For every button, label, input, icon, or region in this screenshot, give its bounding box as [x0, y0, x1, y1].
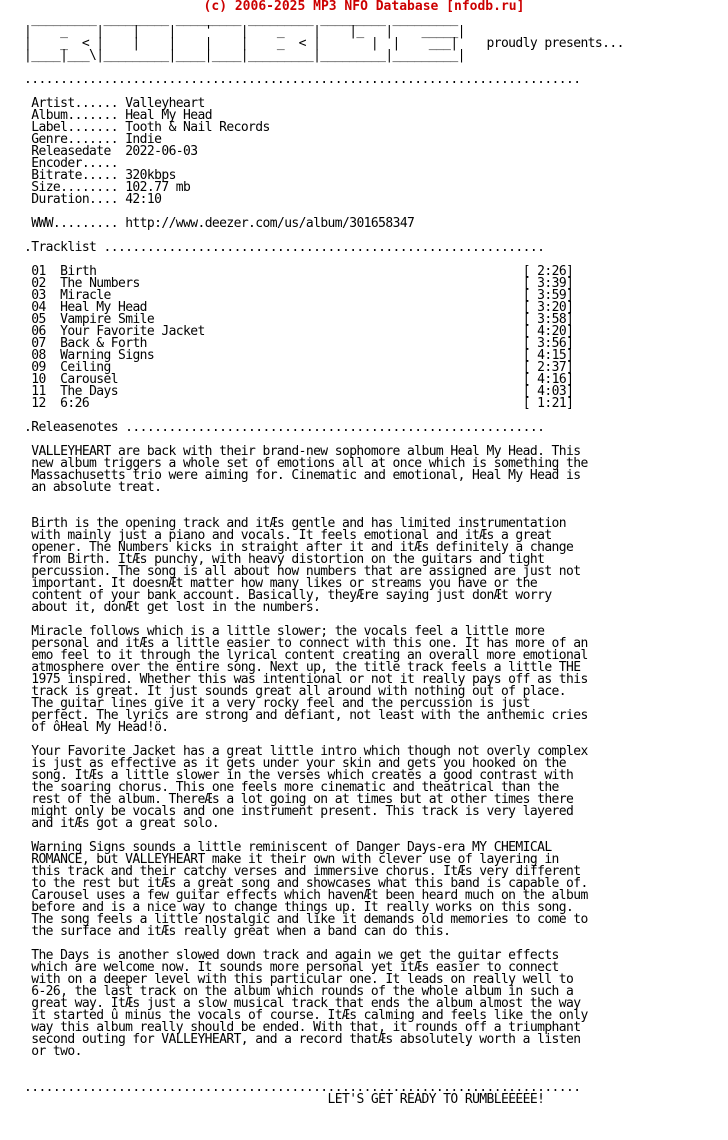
genre-label: Genre....... — [31, 132, 118, 147]
track-time: [ 2:26] — [522, 264, 574, 279]
label-value: Tooth & Nail Records — [125, 120, 270, 135]
track-number: 11 — [31, 384, 46, 399]
track-number: 05 — [31, 312, 46, 327]
nfo-document — [24, 14, 624, 1106]
duration-value: 42:10 — [125, 192, 162, 207]
size-label: Size........ — [31, 180, 118, 195]
track-time: [ 1:21] — [522, 396, 574, 411]
notes-paragraph: Your Favorite Jacket has a great little intro which though not overly complex is just as effective as it gets under your skin and gets you hooked on the song. ItÆs a little slower in the verses which creates a good contrast with the soaring chorus. This one feels more cinematic and theatrical than the rest of the album. ThereÆs a lot going on at times but at other times there might only be vocals and one instrument present. This track is very layered and itÆs got a great solo. — [31, 744, 588, 831]
releasedate-value: 2022-06-03 — [125, 144, 198, 159]
notes-paragraph: Miracle follows which is a little slower; the vocals feel a little more personal and itÆs a little easier to connect with this one. It has more of an emo feel to it through the lyrical content creating an overall more emotional atmosphere over the entire song. Next up, the title track feels a little THE 1975 inspired. Whether this was intentional or not it really pays off as this track is great. It just sounds great all around with nothing out of place. The guitar lines give it a very rocky feel and the percussion is just perfect. The lyrics are strong and defiant, not least with the anthemic cries of ôHeal My Head!ö. — [31, 624, 588, 735]
artist-label: Artist...... — [31, 96, 118, 111]
track-time: [ 3:56] — [522, 336, 574, 351]
logo-line-2: | _ | | | ' | _ | |_ | _____| — [24, 24, 465, 39]
track-number: 10 — [31, 372, 46, 387]
track-number: 04 — [31, 300, 46, 315]
track-number: 12 — [31, 396, 46, 411]
logo-line-4: |____|___\|_________|____|____|_________|_________|_________| — [24, 48, 465, 63]
bitrate-value: 320kbps — [125, 168, 176, 183]
separator-dots: ............................................................................. — [24, 72, 581, 87]
artist-value: Valleyheart — [125, 96, 205, 111]
track-title: Vampire Smile — [60, 312, 155, 327]
track-title: 6:26 — [60, 396, 90, 411]
bitrate-label: Bitrate..... — [31, 168, 118, 183]
footer-slogan: LET'S GET READY TO RUMBLEEEEE! — [327, 1092, 545, 1107]
track-title: The Days — [60, 384, 118, 399]
track-time: [ 3:58] — [522, 312, 574, 327]
track-time: [ 3:39] — [522, 276, 574, 291]
track-number: 02 — [31, 276, 46, 291]
nfodb-header: (c) 2006-2025 MP3 NFO Database [nfodb.ru] — [203, 0, 525, 14]
encoder-label: Encoder..... — [31, 156, 118, 171]
notes-paragraph: Warning Signs sounds a little reminiscent of Danger Days-era MY CHEMICAL ROMANCE, but VALLEYHEART make it their own with clever use of layering in this track and their catchy verses and immersive chorus. ItÆs very different to the rest but itÆs a great song and showcases what this band is capable of. Carousel uses a few guitar effects which havenÆt been heard much on the album before and is a nice way to change things up. It really works on this song. The song feels a little nostalgic and like it demands old memories to come to the surface and itÆs really great when a band can do this. — [31, 840, 588, 939]
www-label: WWW......... — [31, 216, 118, 231]
track-title: Miracle — [60, 288, 111, 303]
track-title: Birth — [60, 264, 97, 279]
track-number: 07 — [31, 336, 46, 351]
release-notes — [24, 444, 588, 1059]
track-time: [ 4:15] — [522, 348, 574, 363]
size-value: 102.77 mb — [125, 180, 191, 195]
track-number: 03 — [31, 288, 46, 303]
tracklist-heading: .Tracklist ............................................................. — [24, 240, 545, 255]
tracklist — [24, 264, 573, 411]
logo-line-3: | _ < | | | | | _ < | | | ___| proudly presents... — [24, 36, 624, 51]
track-number: 08 — [31, 348, 46, 363]
track-time: [ 4:20] — [522, 324, 574, 339]
track-number: 01 — [31, 264, 46, 279]
track-title: Back & Forth — [60, 336, 147, 351]
genre-value: Indie — [125, 132, 162, 147]
track-time: [ 2:37] — [522, 360, 574, 375]
releasedate-label: Releasedate — [31, 144, 111, 159]
track-number: 09 — [31, 360, 46, 375]
track-title: Heal My Head — [60, 300, 147, 315]
track-time: [ 4:16] — [522, 372, 574, 387]
track-title: Ceiling — [60, 360, 111, 375]
track-title: Carousel — [60, 372, 118, 387]
track-row — [24, 396, 573, 411]
track-title: Warning Signs — [60, 348, 155, 363]
album-label: Album....... — [31, 108, 118, 123]
footer-dots: ............................................................................. — [24, 1080, 581, 1095]
track-time: [ 3:59] — [522, 288, 574, 303]
track-time: [ 4:03] — [522, 384, 574, 399]
label-label: Label....... — [31, 120, 118, 135]
notes-paragraph: The Days is another slowed down track and again we get the guitar effects which are welcome now. It sounds more personal yet itÆs easier to connect with on a deeper level with this particular one. It leads on really well to 6-26, the last track on the album which rounds of the whole album in such a great way. ItÆs just a slow musical track that ends the album almost the way it started û minus the vocals of course. ItÆs calming and feels like the only way this album really should be ended. With that, it rounds off a triumphant second outing for VALLEYHEART, and a record thatÆs absolutely worth a listen or two. — [31, 948, 588, 1059]
notes-paragraph: Birth is the opening track and itÆs gentle and has limited instrumentation with mainly just a piano and vocals. It feels emotional and itÆs a great opener. The Numbers kicks in straight after it and itÆs definitely a change from Birth. ItÆs punchy, with heavy distortion on the guitars and tight percussion. The song is all about how numbers that are assigned are just not important. It doesnÆt matter how many likes or streams you have or the content of your bank account. Basically, theyÆre saying just donÆt worry about it, donÆt get lost in the numbers. — [31, 516, 581, 615]
track-number: 06 — [31, 324, 46, 339]
releasenotes-heading: .Releasenotes .......................................................... — [24, 420, 545, 435]
notes-paragraph: VALLEYHEART are back with their brand-new sophomore album Heal My Head. This new album triggers a whole set of emotions all at once which is something the Massachusetts trio were aiming for. Cinematic and emotional, Heal My Head is an absolute treat. — [31, 444, 588, 495]
www-link[interactable]: http://www.deezer.com/us/album/301658347 — [125, 216, 415, 231]
logo-line-1: _________ _________ _________ _________ _________ _________ — [24, 12, 458, 27]
duration-label: Duration.... — [31, 192, 118, 207]
track-title: The Numbers — [60, 276, 140, 291]
album-value: Heal My Head — [125, 108, 212, 123]
track-title: Your Favorite Jacket — [60, 324, 205, 339]
track-time: [ 3:20] — [522, 300, 574, 315]
